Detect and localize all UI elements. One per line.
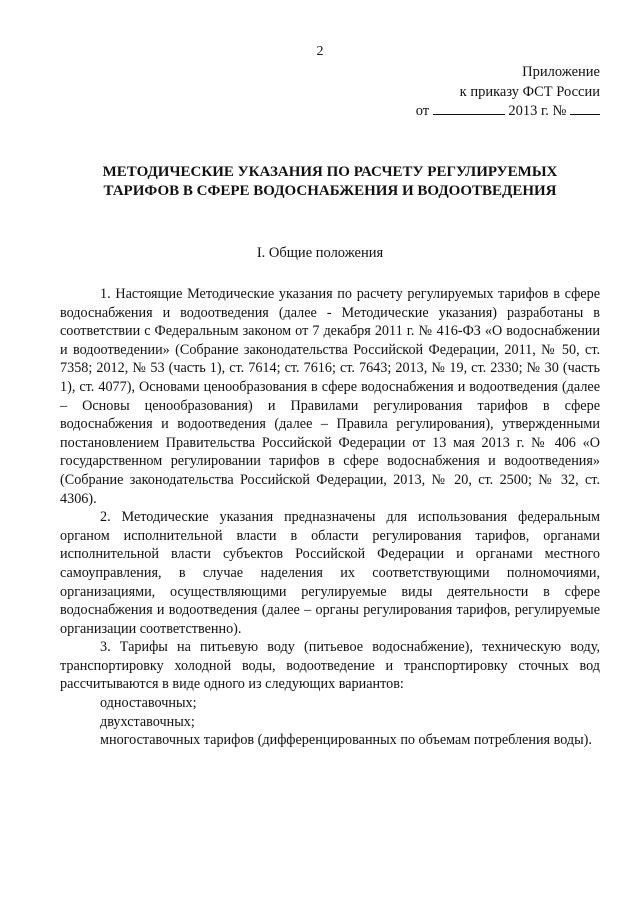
list-item: многоставочных тарифов (дифференцированных по объемам потребления воды). — [100, 732, 592, 749]
paragraph-2: 2. Методические указания предназначены для использования федеральным органом исполнительной власти в области регулирования тарифов, органами исполнительной власти субъектов Российской Федерации и органами местного самоуправления, в случае наделения их соответствующими полномочиями, организациями, осуществляющими регулируемые виды деятельности в сфере водоснабжения и водоотведения (далее – органы регулирования тарифов, регулируемые организации соответственно). — [60, 509, 600, 637]
paragraph-3: 3. Тарифы на питьевую воду (питьевое водоснабжение), техническую воду, транспортировку холодной воды, водоотведение и транспортировку сточных вод рассчитываются в виде одного из следующих вариантов: — [60, 639, 600, 693]
date-prefix: от — [415, 103, 430, 119]
document-title — [60, 163, 600, 201]
order-date-line — [416, 102, 600, 122]
list-item: двухставочных; — [100, 713, 195, 730]
page-number: 2 — [316, 44, 324, 59]
title-line-1: МЕТОДИЧЕСКИЕ УКАЗАНИЯ ПО РАСЧЕТУ РЕГУЛИРУЕМЫХ — [102, 164, 558, 180]
paragraph-1: 1. Настоящие Методические указания по расчету регулируемых тарифов в сфере водоснабжения и водоотведения (далее - Методические указания) разработаны в соответствии с Федеральным законом от 7 декабря 2011 г. № 416-ФЗ «О водоснабжении и водоотведении» (Собрание законодательства Российской Федерации, 2011, № 50, ст. 7358; 2012, № 53 (часть 1), ст. 7614; ст. 7616; ст. 7643; 2013, № 19, ст. 2330; № 30 (часть 1), ст. 4077), Основами ценообразования в сфере водоснабжения и водоотведения (далее – Основы ценообразования) и Правилами регулирования тарифов в сфере водоснабжения и водоотведения (далее – Правила регулирования), утвержденными постановлением Правительства Российской Федерации от 13 мая 2013 г. № 406 «О государственном регулировании тарифов в сфере водоснабжения и водоотведения» (Собрание законодательства Российской Федерации, 2013, № 20, ст. 2500; № 32, ст. 4306). — [60, 286, 600, 507]
appendix-header — [416, 63, 600, 122]
document-body — [60, 285, 600, 750]
list-item: одноставочных; — [100, 695, 197, 712]
order-reference: к приказу ФСТ России — [459, 83, 600, 100]
appendix-label: Приложение — [522, 64, 600, 80]
date-suffix: 2013 г. № — [508, 103, 567, 119]
section-heading: I. Общие положения — [256, 245, 384, 261]
number-blank — [570, 102, 600, 115]
date-blank — [433, 102, 505, 115]
title-line-2: ТАРИФОВ В СФЕРЕ ВОДОСНАБЖЕНИЯ И ВОДООТВЕДЕНИЯ — [103, 183, 557, 199]
